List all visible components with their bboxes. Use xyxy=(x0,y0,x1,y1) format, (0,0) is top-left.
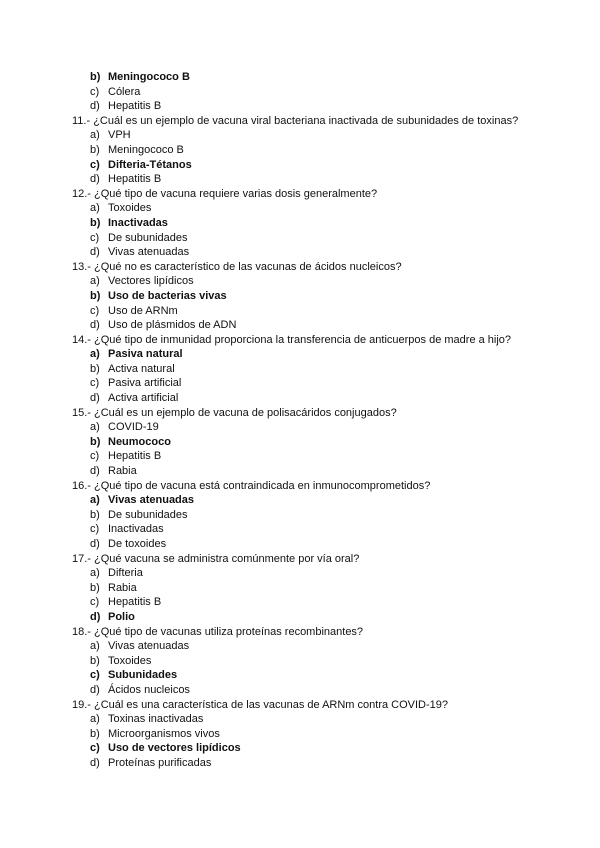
option-letter: c) xyxy=(90,596,100,609)
option-letter: a) xyxy=(90,713,100,726)
answer-option xyxy=(0,595,600,610)
option-letter: c) xyxy=(90,450,100,463)
answer-option xyxy=(0,99,600,114)
option-text: VPH xyxy=(108,129,131,142)
option-letter: c) xyxy=(90,304,100,317)
option-text: Inactivadas xyxy=(108,523,164,536)
option-text: Toxoides xyxy=(108,654,152,667)
question-text: 11.- ¿Cuál es un ejemplo de vacuna viral bacteriana inactivada de subunidades de toxinas? xyxy=(72,114,519,127)
option-letter: a) xyxy=(90,129,100,142)
option-text: Proteínas purificadas xyxy=(108,756,212,769)
answer-option xyxy=(0,201,600,216)
option-letter: d) xyxy=(90,465,100,478)
answer-option-correct xyxy=(0,289,600,304)
answer-option xyxy=(0,362,600,377)
answer-option-correct xyxy=(0,668,600,683)
option-text: Hepatitis B xyxy=(108,100,162,113)
answer-option-correct xyxy=(0,70,600,85)
question-text: 18.- ¿Qué tipo de vacunas utiliza proteínas recombinantes? xyxy=(72,625,364,638)
option-letter: c) xyxy=(90,85,100,98)
answer-option xyxy=(0,756,600,771)
answer-option xyxy=(0,274,600,289)
option-letter: b) xyxy=(90,435,101,448)
option-letter: d) xyxy=(90,246,100,259)
option-text: Activa artificial xyxy=(108,392,179,405)
option-text: De subunidades xyxy=(108,508,188,521)
answer-option-correct xyxy=(0,216,600,231)
option-text: Rabia xyxy=(108,581,137,594)
quiz-page xyxy=(0,70,600,771)
question-text: 15.- ¿Cuál es un ejemplo de vacuna de polisacáridos conjugados? xyxy=(72,406,397,419)
answer-option xyxy=(0,143,600,158)
option-text: Microorganismos vivos xyxy=(108,727,220,740)
option-letter: c) xyxy=(90,231,100,244)
answer-option xyxy=(0,683,600,698)
answer-option xyxy=(0,172,600,187)
option-text: Uso de bacterias vivas xyxy=(108,289,227,302)
option-text: Neumococo xyxy=(108,435,171,448)
answer-option xyxy=(0,420,600,435)
answer-option xyxy=(0,522,600,537)
answer-option xyxy=(0,391,600,406)
option-text: Pasiva natural xyxy=(108,348,183,361)
option-letter: d) xyxy=(90,538,100,550)
option-letter: c) xyxy=(90,523,100,536)
option-letter: b) xyxy=(90,143,100,156)
option-text: Vectores lipídicos xyxy=(108,275,194,288)
answer-option-correct xyxy=(0,741,600,756)
answer-option xyxy=(0,727,600,742)
answer-option xyxy=(0,508,600,523)
question-text: 19.- ¿Cuál es una característica de las vacunas de ARNm contra COVID-19? xyxy=(72,698,449,711)
option-text: Pasiva artificial xyxy=(108,377,182,390)
option-text: Vivas atenuadas xyxy=(108,494,195,507)
option-text: Meningococo B xyxy=(108,143,184,156)
option-text: Toxinas inactivadas xyxy=(108,713,204,726)
option-text: Hepatitis B xyxy=(108,173,162,186)
option-text: Uso de vectores lipídicos xyxy=(108,742,241,755)
answer-option-correct xyxy=(0,610,600,625)
option-letter: d) xyxy=(90,683,100,696)
option-text: Ácidos nucleicos xyxy=(108,683,190,696)
answer-option xyxy=(0,639,600,654)
option-letter: b) xyxy=(90,216,101,229)
option-text: Subunidades xyxy=(108,669,178,682)
answer-option-correct xyxy=(0,493,600,508)
option-text: Difteria-Tétanos xyxy=(108,158,192,171)
option-letter: d) xyxy=(90,173,100,186)
option-text: Inactivadas xyxy=(108,216,168,229)
answer-option-correct xyxy=(0,435,600,450)
option-text: Vivas atenuadas xyxy=(108,640,190,653)
option-letter: b) xyxy=(90,654,100,667)
option-text: Vivas atenuadas xyxy=(108,246,190,259)
answer-option xyxy=(0,304,600,319)
option-letter: a) xyxy=(90,567,100,580)
option-text: De toxoides xyxy=(108,538,167,550)
answer-option xyxy=(0,581,600,596)
option-letter: b) xyxy=(90,289,101,302)
answer-option xyxy=(0,449,600,464)
option-text: Difteria xyxy=(108,567,143,580)
option-text: Hepatitis B xyxy=(108,596,162,609)
question-text: 17.- ¿Qué vacuna se administra comúnmente por vía oral? xyxy=(72,552,360,565)
option-text: Hepatitis B xyxy=(108,450,162,463)
answer-option xyxy=(0,376,600,391)
question-text: 14.- ¿Qué tipo de inmunidad proporciona la transferencia de anticuerpos de madre a hijo? xyxy=(72,333,512,346)
answer-option xyxy=(0,85,600,100)
answer-option xyxy=(0,245,600,260)
answer-option xyxy=(0,128,600,143)
option-text: Uso de ARNm xyxy=(108,304,178,317)
option-letter: b) xyxy=(90,727,100,740)
option-letter: d) xyxy=(90,392,100,405)
option-letter: a) xyxy=(90,348,100,361)
option-letter: b) xyxy=(90,508,100,521)
option-letter: c) xyxy=(90,742,100,755)
answer-option-correct xyxy=(0,158,600,173)
option-letter: d) xyxy=(90,319,100,332)
question-text: 13.- ¿Qué no es característico de las vacunas de ácidos nucleicos? xyxy=(72,260,402,273)
option-letter: b) xyxy=(90,71,101,83)
option-letter: a) xyxy=(90,494,100,507)
answer-option xyxy=(0,231,600,246)
answer-option xyxy=(0,566,600,581)
option-letter: a) xyxy=(90,640,100,653)
option-letter: b) xyxy=(90,581,100,594)
option-text: Rabia xyxy=(108,465,137,478)
option-text: Activa natural xyxy=(108,362,175,375)
option-letter: c) xyxy=(90,158,100,171)
option-text: Cólera xyxy=(108,85,141,98)
option-text: Polio xyxy=(108,610,135,623)
option-letter: c) xyxy=(90,669,100,682)
option-letter: d) xyxy=(90,100,100,113)
answer-option-correct xyxy=(0,347,600,362)
option-letter: d) xyxy=(90,610,101,623)
option-text: Toxoides xyxy=(108,202,152,215)
question-text: 16.- ¿Qué tipo de vacuna está contraindicada en inmunocomprometidos? xyxy=(72,479,431,492)
answer-option xyxy=(0,537,600,552)
answer-option xyxy=(0,712,600,727)
option-letter: a) xyxy=(90,275,100,288)
option-letter: d) xyxy=(90,756,100,769)
option-text: COVID-19 xyxy=(108,421,159,434)
question-text: 12.- ¿Qué tipo de vacuna requiere varias dosis generalmente? xyxy=(72,187,378,200)
answer-option xyxy=(0,654,600,669)
option-text: Meningococo B xyxy=(108,71,190,83)
option-letter: c) xyxy=(90,377,100,390)
option-letter: a) xyxy=(90,202,100,215)
option-text: Uso de plásmidos de ADN xyxy=(108,319,237,332)
answer-option xyxy=(0,464,600,479)
option-text: De subunidades xyxy=(108,231,188,244)
answer-option xyxy=(0,318,600,333)
option-letter: b) xyxy=(90,362,100,375)
option-letter: a) xyxy=(90,421,100,434)
